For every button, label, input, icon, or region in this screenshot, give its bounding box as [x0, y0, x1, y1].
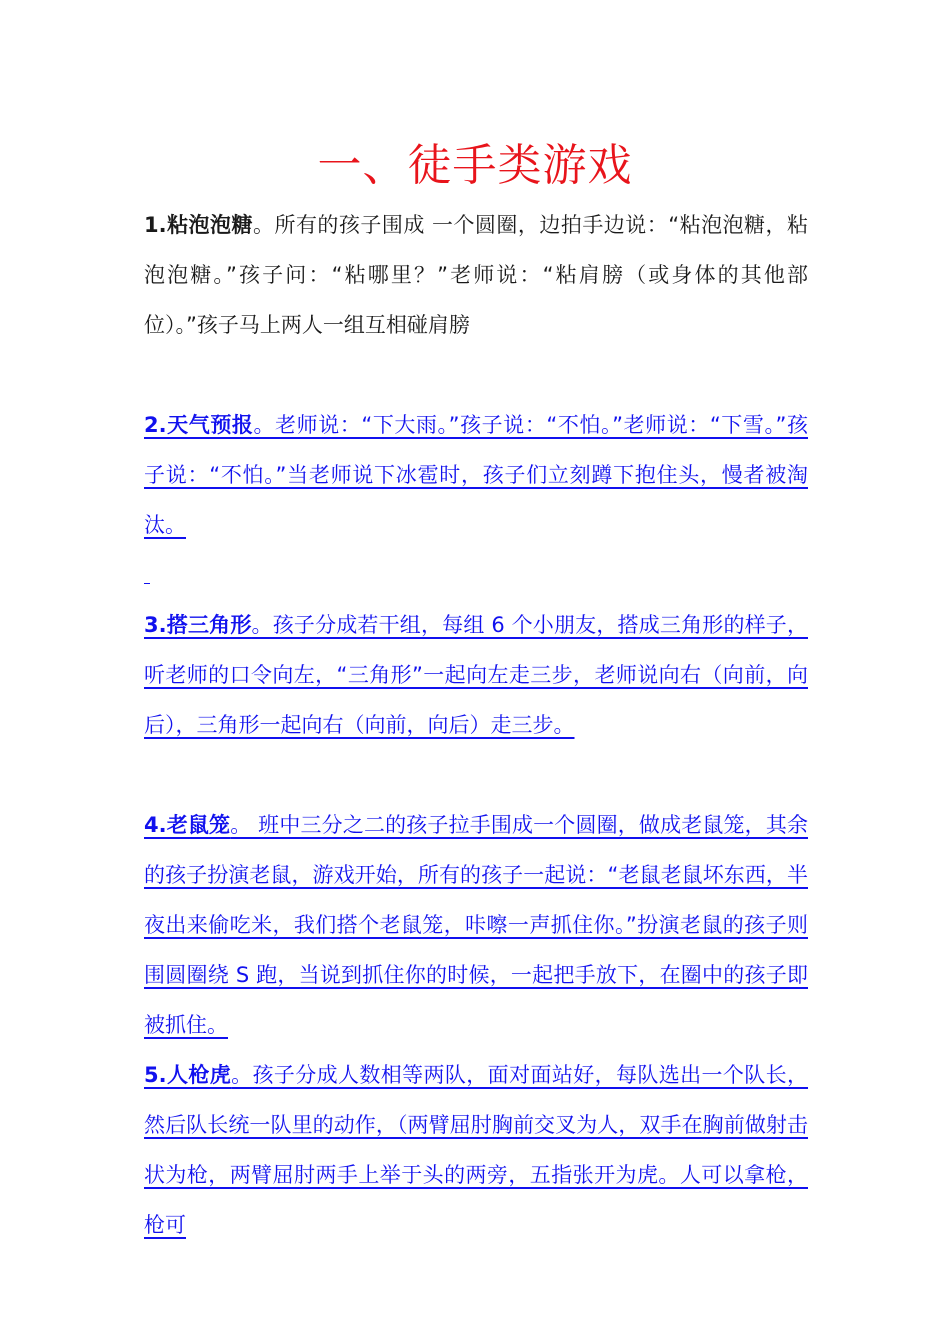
game-item-2-link[interactable] [144, 400, 808, 550]
game-item-5-heading: 5.人枪虎 [144, 1063, 232, 1087]
game-item-3-text: 。孩子分成若干组，每组 6 个小朋友，搭成三角形的样子，听老师的口令向左，“三角形”一起向左走三步，老师说向右（向前，向后），三角形一起向右（向前，向后）走三步。 [144, 613, 808, 737]
page-title: 一、徒手类游戏 [317, 140, 633, 191]
game-item-1-text: 。所有的孩子围成 一个圆圈，边拍手边说：“粘泡泡糖，粘泡泡糖。”孩子问：“粘哪里？”老师说：“粘肩膀（或身体的其他部位）。”孩子马上两人一组互相碰肩膀 [144, 213, 808, 337]
game-item-4-heading: 4.老鼠笼 [144, 813, 231, 837]
empty-link-underline [144, 583, 150, 584]
paragraph-spacer [144, 750, 808, 800]
paragraph-spacer [144, 350, 808, 400]
empty-link-line [144, 550, 808, 600]
game-item-1 [144, 200, 808, 350]
game-item-5-text: 。孩子分成人数相等两队，面对面站好，每队选出一个队长，然后队长统一队里的动作，（两臂屈肘胸前交叉为人，双手在胸前做射击状为枪，两臂屈肘两手上举于头的两旁，五指张开为虎。人可以拿枪，枪可 [144, 1063, 809, 1237]
game-item-4-link[interactable] [144, 800, 808, 1050]
game-item-1-heading: 1.粘泡泡糖 [144, 213, 253, 237]
game-item-3-link[interactable] [144, 600, 808, 750]
game-item-3-heading: 3.搭三角形 [144, 613, 252, 637]
game-item-4-text: 。 班中三分之二的孩子拉手围成一个圆圈，做成老鼠笼，其余的孩子扮演老鼠，游戏开始，所有的孩子一起说：“老鼠老鼠坏东西，半夜出来偷吃米，我们搭个老鼠笼，咔嚓一声抓住你。”扮演老鼠的孩子则围圆圈绕 S 跑，当说到抓住你的时候，一起把手放下，在圈中的孩子即被抓住。 [144, 813, 808, 1037]
game-item-5-link[interactable] [144, 1050, 808, 1250]
game-item-2-text: 。老师说：“下大雨。”孩子说：“不怕。”老师说：“下雪。”孩子说：“不怕。”当老师说下冰雹时，孩子们立刻蹲下抱住头，慢者被淘汰。 [144, 413, 808, 537]
game-item-2-heading: 2.天气预报 [144, 413, 254, 437]
document-body [144, 200, 808, 1250]
